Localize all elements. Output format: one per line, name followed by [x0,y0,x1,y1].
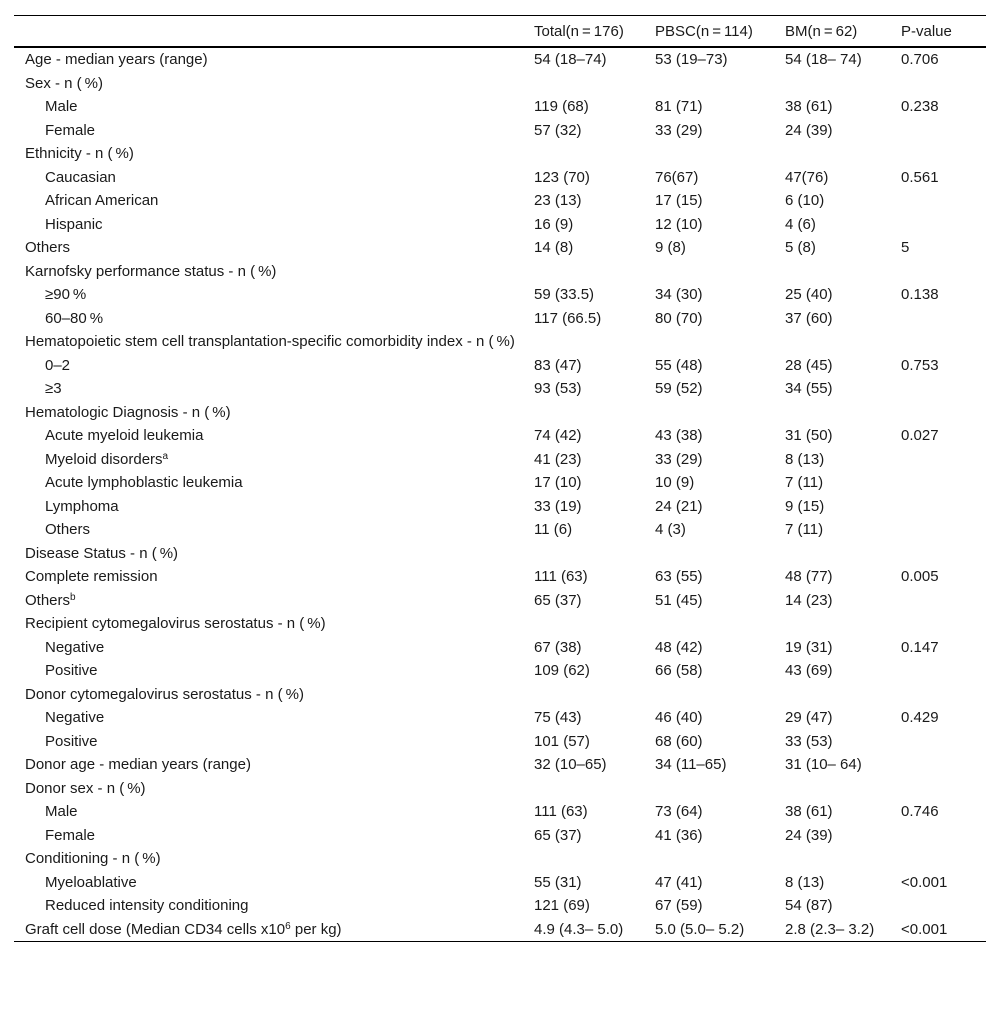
cell-pbsc [649,612,779,636]
table-row [14,542,986,566]
table-row [14,448,986,472]
row-label [14,307,528,331]
row-label-text: Donor sex - n ( %) [25,779,146,797]
table-row [14,706,986,730]
table-row [14,683,986,707]
cell-p-value [895,730,986,754]
cell-total [528,142,649,166]
table-row [14,401,986,425]
cell-p-value [895,330,986,354]
row-label [14,189,528,213]
cell-p-value: 0.561 [901,168,939,186]
cell-bm: 38 (61) [785,98,833,115]
table-row [14,918,986,942]
cell-total: 4.9 (4.3– 5.0) [534,920,624,938]
row-label [14,800,528,824]
footnote-marker: 6 [285,920,291,932]
row-label [14,636,528,660]
cell-pbsc: 9 (8) [655,239,686,256]
cell-bm: 31 (10– 64) [785,756,862,773]
cell-bm [779,401,895,425]
cell-p-value: <0.001 [901,873,948,891]
table-row [14,47,986,72]
cell-bm: 48 (77) [785,568,833,585]
cell-pbsc: 33 (29) [655,450,703,468]
cell-bm: 8 (13) [785,450,825,468]
cell-bm: 7 (11) [785,521,824,538]
cell-pbsc: 76(67) [655,168,699,186]
table-row [14,377,986,401]
row-label-text: Male [45,98,78,115]
row-label-text: Recipient cytomegalovirus serostatus - n ( %) [25,615,326,632]
row-label [14,354,528,378]
cell-total [528,612,649,636]
cell-p-value: <0.001 [901,920,948,938]
cell-p-value [895,824,986,848]
table-row [14,800,986,824]
row-label [14,495,528,519]
row-label [14,471,528,495]
cell-p-value: 0.429 [901,709,939,726]
row-label-text: Acute myeloid leukemia [45,427,204,444]
cell-total [528,542,649,566]
row-label-text: 60–80 % [45,309,104,327]
row-label-suffix: per kg) [290,920,342,938]
table-row [14,612,986,636]
cell-bm: 38 (61) [785,803,833,820]
row-label-text: 0–2 [45,356,71,374]
row-label-text: Others [25,239,71,256]
row-label-text: Age - median years (range) [25,51,208,68]
row-label-text: Donor age - median years (range) [25,756,251,773]
table-row [14,777,986,801]
row-label-text: Hematologic Diagnosis - n ( %) [25,403,231,421]
table-row [14,730,986,754]
table-row [14,95,986,119]
row-label-text: Hematopoietic stem cell transplantation-specific comorbidity index - n ( %) [25,333,515,350]
cell-total: 11 (6) [534,521,573,538]
cell-pbsc: 12 (10) [655,215,703,233]
cell-pbsc: 46 (40) [655,709,703,726]
row-label [14,518,528,542]
row-label [14,753,528,777]
header-bm: BM(n = 62) [785,22,858,40]
cell-pbsc: 66 (58) [655,662,703,679]
row-label [14,847,528,871]
cell-pbsc: 47 (41) [655,873,703,891]
cell-bm: 33 (53) [785,732,833,750]
cell-p-value [895,518,986,542]
cell-bm: 47(76) [785,168,829,186]
cell-p-value [895,683,986,707]
cell-total [528,847,649,871]
table-row [14,589,986,613]
cell-pbsc: 5.0 (5.0– 5.2) [655,920,745,938]
row-label-text: Others [45,521,91,538]
cell-bm: 34 (55) [785,380,833,397]
cell-pbsc: 4 (3) [655,521,686,538]
cell-bm: 9 (15) [785,497,825,515]
table-row [14,636,986,660]
table-row [14,236,986,260]
row-label-text: Positive [45,662,98,679]
cell-total [528,330,649,354]
cell-bm [779,142,895,166]
row-label [14,565,528,589]
cell-total [528,72,649,96]
row-label-text: Myeloid disorders [45,450,163,468]
cell-bm: 43 (69) [785,662,833,679]
cell-bm [779,330,895,354]
cell-pbsc: 24 (21) [655,497,703,515]
cell-total: 54 (18–74) [534,51,607,68]
cell-pbsc: 33 (29) [655,121,703,139]
cell-p-value [895,189,986,213]
cell-p-value: 0.005 [901,568,939,585]
cell-pbsc [649,72,779,96]
cell-pbsc: 34 (30) [655,286,703,303]
table-row [14,871,986,895]
footnote-marker: a [162,450,169,462]
cell-pbsc [649,542,779,566]
cell-pbsc: 43 (38) [655,427,703,444]
cell-total: 67 (38) [534,638,582,656]
cell-total: 75 (43) [534,709,582,726]
cell-p-value [895,119,986,143]
row-label-text: Ethnicity - n ( %) [25,145,134,162]
cell-pbsc: 73 (64) [655,803,703,820]
row-label-text: Acute lymphoblastic leukemia [45,474,243,491]
row-label [14,260,528,284]
table-row [14,189,986,213]
row-label [14,330,528,354]
row-label [14,659,528,683]
table-row [14,330,986,354]
cell-bm [779,542,895,566]
header-p-value: P-value [901,22,952,40]
cell-bm: 4 (6) [785,215,816,233]
cell-total [528,260,649,284]
cell-total: 111 (63) [534,803,588,820]
cell-p-value [895,260,986,284]
row-label [14,424,528,448]
cell-p-value [895,448,986,472]
row-label [14,47,528,72]
cell-bm: 29 (47) [785,709,833,726]
row-label-text: Female [45,826,96,844]
cell-total: 59 (33.5) [534,286,595,303]
cell-bm: 37 (60) [785,309,833,327]
table-row [14,260,986,284]
row-label-text: Caucasian [45,168,116,186]
row-label [14,894,528,918]
cell-p-value [895,377,986,401]
cell-pbsc [649,260,779,284]
cell-bm: 25 (40) [785,286,833,303]
cell-pbsc: 41 (36) [655,826,703,844]
cell-pbsc: 59 (52) [655,380,703,397]
cell-bm: 14 (23) [785,591,833,609]
characteristics-table [14,15,986,942]
header-pbsc: PBSC(n = 114) [655,22,753,40]
table-row [14,72,986,96]
cell-pbsc [649,142,779,166]
row-label-text: ≥3 [45,380,62,397]
cell-pbsc: 67 (59) [655,897,703,914]
cell-pbsc: 51 (45) [655,591,703,609]
row-label [14,213,528,237]
cell-total: 57 (32) [534,121,582,139]
cell-total [528,401,649,425]
row-label-text: Graft cell dose (Median CD34 cells x10 [25,920,286,938]
cell-total: 41 (23) [534,450,582,468]
cell-p-value [895,307,986,331]
row-label-text: Complete remission [25,568,158,585]
row-label [14,119,528,143]
row-label [14,166,528,190]
row-label [14,377,528,401]
cell-bm: 6 (10) [785,192,825,209]
cell-bm: 19 (31) [785,638,833,656]
cell-p-value: 0.147 [901,638,939,656]
row-label [14,448,528,472]
row-label-text: Negative [45,709,105,726]
row-label-text: Myeloablative [45,873,137,891]
cell-pbsc [649,777,779,801]
cell-pbsc: 81 (71) [655,98,703,115]
cell-p-value [895,753,986,777]
cell-pbsc: 10 (9) [655,474,695,491]
cell-pbsc: 53 (19–73) [655,51,728,68]
cell-bm: 28 (45) [785,356,833,374]
table-row [14,894,986,918]
cell-total: 83 (47) [534,356,582,374]
table-row [14,283,986,307]
cell-bm: 31 (50) [785,427,833,444]
row-label-text: Female [45,121,96,139]
table-row [14,495,986,519]
cell-total: 121 (69) [534,897,590,914]
cell-total: 65 (37) [534,591,582,609]
row-label-text: Negative [45,638,105,656]
row-label [14,777,528,801]
cell-total: 32 (10–65) [534,756,607,773]
cell-total: 17 (10) [534,474,582,491]
cell-total: 55 (31) [534,873,582,891]
cell-p-value [895,401,986,425]
cell-bm: 54 (18– 74) [785,51,862,68]
cell-total: 109 (62) [534,662,590,679]
row-label-text: Reduced intensity conditioning [45,897,249,914]
cell-bm: 8 (13) [785,873,825,891]
cell-bm: 2.8 (2.3– 3.2) [785,920,875,938]
cell-pbsc: 34 (11–65) [655,756,727,773]
cell-pbsc [649,401,779,425]
cell-total: 117 (66.5) [534,309,602,327]
table-row [14,119,986,143]
cell-bm [779,72,895,96]
footnote-marker: b [70,591,76,603]
cell-p-value [895,495,986,519]
cell-total [528,683,649,707]
cell-total [528,777,649,801]
cell-pbsc: 80 (70) [655,309,703,327]
row-label-text: ≥90 % [45,286,87,303]
cell-total: 33 (19) [534,497,582,515]
row-label [14,730,528,754]
row-label [14,95,528,119]
cell-bm [779,612,895,636]
table-row [14,166,986,190]
row-label [14,683,528,707]
cell-pbsc [649,683,779,707]
header-characteristic [14,16,528,48]
cell-bm: 5 (8) [785,239,816,256]
row-label [14,236,528,260]
cell-bm [779,777,895,801]
cell-total: 16 (9) [534,215,574,233]
row-label [14,542,528,566]
row-label [14,142,528,166]
cell-p-value [895,777,986,801]
cell-p-value: 5 [901,239,910,256]
cell-pbsc [649,330,779,354]
cell-p-value [895,542,986,566]
cell-p-value [895,142,986,166]
table-row [14,847,986,871]
cell-total: 93 (53) [534,380,582,397]
row-label [14,612,528,636]
cell-bm [779,847,895,871]
cell-total: 111 (63) [534,568,588,585]
row-label-text: African American [45,192,159,209]
table-header-row [14,16,986,48]
row-label-text: Sex - n ( %) [25,74,104,92]
table-row [14,824,986,848]
cell-pbsc: 55 (48) [655,356,703,374]
cell-pbsc: 17 (15) [655,192,703,209]
row-label [14,283,528,307]
row-label-text: Karnofsky performance status - n ( %) [25,262,277,280]
row-label [14,824,528,848]
cell-bm: 7 (11) [785,474,824,491]
table-body [14,47,986,942]
row-label [14,72,528,96]
row-label-text: Donor cytomegalovirus serostatus - n ( %) [25,685,304,703]
table-row [14,424,986,448]
cell-total: 23 (13) [534,192,582,209]
row-label-text: Lymphoma [45,497,119,515]
row-label [14,871,528,895]
table-row [14,471,986,495]
cell-total: 14 (8) [534,239,574,256]
cell-pbsc [649,847,779,871]
cell-p-value: 0.746 [901,803,939,820]
cell-p-value [895,471,986,495]
cell-p-value: 0.027 [901,427,939,444]
table-row [14,565,986,589]
cell-p-value [895,72,986,96]
cell-total: 101 (57) [534,732,590,750]
row-label-text: Others [25,591,71,609]
row-label [14,706,528,730]
header-total: Total(n = 176) [534,22,624,40]
cell-p-value [895,659,986,683]
row-label [14,589,528,613]
table-row [14,307,986,331]
table-row [14,659,986,683]
cell-total: 65 (37) [534,826,582,844]
cell-bm [779,683,895,707]
table-row [14,753,986,777]
cell-bm: 24 (39) [785,121,833,139]
table-row [14,213,986,237]
cell-bm [779,260,895,284]
row-label-text: Hispanic [45,215,103,233]
table-row [14,518,986,542]
cell-total: 119 (68) [534,98,589,115]
cell-total: 74 (42) [534,427,582,444]
cell-p-value [895,589,986,613]
cell-p-value [895,847,986,871]
cell-p-value [895,894,986,918]
row-label [14,918,528,942]
cell-bm: 54 (87) [785,897,833,914]
cell-p-value: 0.238 [901,98,939,115]
row-label-text: Disease Status - n ( %) [25,544,179,562]
cell-total: 123 (70) [534,168,590,186]
row-label-text: Conditioning - n ( %) [25,850,161,867]
cell-p-value [895,213,986,237]
cell-pbsc: 68 (60) [655,732,703,750]
cell-p-value: 0.138 [901,286,939,303]
cell-pbsc: 63 (55) [655,568,703,585]
cell-bm: 24 (39) [785,826,833,844]
table-row [14,142,986,166]
row-label-text: Male [45,803,78,820]
cell-p-value: 0.753 [901,356,939,374]
row-label [14,401,528,425]
cell-p-value [895,612,986,636]
cell-pbsc: 48 (42) [655,638,703,656]
cell-p-value: 0.706 [901,51,939,68]
row-label-text: Positive [45,732,98,750]
table-row [14,354,986,378]
